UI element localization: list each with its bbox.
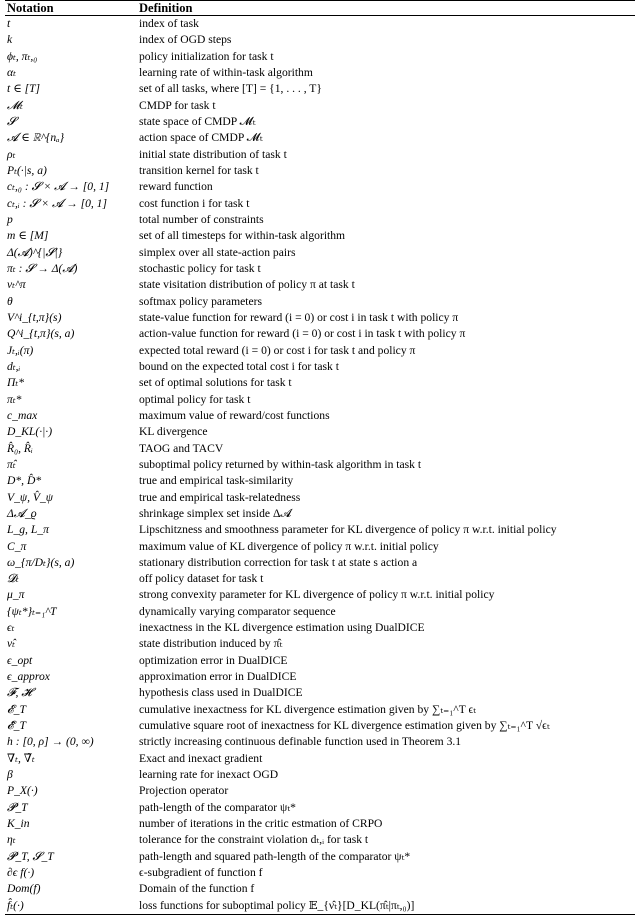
- row-notation: 𝓔_T: [7, 702, 26, 716]
- table-row: [5, 375, 635, 391]
- row-notation: h : [0, ρ] → (0, ∞): [7, 735, 94, 749]
- row-notation: πₜ*: [7, 392, 22, 406]
- row-definition: maximum value of KL divergence of policy π w.r.t. initial policy: [139, 539, 439, 553]
- notation-table: [5, 0, 635, 915]
- row-definition: total number of constraints: [139, 212, 264, 226]
- row-definition: path-length and squared path-length of the comparator ψₜ*: [139, 849, 411, 863]
- row-definition: transition kernel for task t: [139, 163, 259, 177]
- row-notation: 𝓟_T: [7, 800, 28, 814]
- table-row: [5, 130, 635, 146]
- table-row: [5, 114, 635, 130]
- table-row: [5, 865, 635, 881]
- table-row: [5, 179, 635, 195]
- table-row: [5, 261, 635, 277]
- row-definition: CMDP for task t: [139, 98, 216, 112]
- row-notation: V_ψ, V̂_ψ: [7, 490, 53, 504]
- row-notation: Δ(𝓐)^{|𝓢|}: [7, 245, 63, 259]
- row-notation: 𝓟_T, 𝓢_T: [7, 849, 54, 863]
- row-notation: 𝓐 ∈ ℝ^{nₐ}: [7, 131, 65, 145]
- row-definition: Domain of the function f: [139, 882, 255, 896]
- table-row: [5, 326, 635, 342]
- row-notation: β: [7, 768, 13, 782]
- row-definition: state distribution induced by π̂ₜ: [139, 637, 283, 651]
- row-notation: dₜ,ᵢ: [7, 359, 21, 373]
- row-definition: dynamically varying comparator sequence: [139, 604, 336, 618]
- row-definition: stationary distribution correction for task t at state s action a: [139, 555, 418, 569]
- table-row: [5, 783, 635, 799]
- row-notation: 𝓜ₜ: [7, 98, 23, 112]
- row-definition: path-length of the comparator ψₜ*: [139, 800, 296, 814]
- table-row: [5, 816, 635, 832]
- row-definition: approximation error in DualDICE: [139, 670, 297, 684]
- table-row: [5, 294, 635, 310]
- row-definition: loss functions for suboptimal policy 𝔼_{ν̂ₜ}[D_KL(π̂ₜ|πₜ,₀)]: [139, 898, 415, 912]
- row-notation: νₜ^π: [7, 278, 26, 292]
- row-definition: learning rate of within-task algorithm: [139, 65, 313, 79]
- row-notation: αₜ: [7, 65, 16, 79]
- row-definition: initial state distribution of task t: [139, 147, 287, 161]
- table-row: [5, 555, 635, 571]
- table-row: [5, 849, 635, 865]
- table-row: [5, 669, 635, 685]
- row-notation: V^i_{t,π}(s): [7, 310, 62, 324]
- row-definition: index of OGD steps: [139, 33, 232, 47]
- table-row: [5, 49, 635, 65]
- table-row: [5, 751, 635, 767]
- row-definition: softmax policy parameters: [139, 294, 262, 308]
- row-definition: action-value function for reward (i = 0) or cost i in task t with policy π: [139, 327, 466, 341]
- table-row: [5, 343, 635, 359]
- row-definition: Projection operator: [139, 784, 229, 798]
- row-notation: cₜ,ᵢ : 𝓢 × 𝓐 → [0, 1]: [7, 196, 107, 210]
- row-definition: cumulative square root of inexactness for KL divergence estimation given by ∑ₜ₌₁^T √ϵₜ: [139, 719, 550, 733]
- row-definition: cost function i for task t: [139, 196, 250, 210]
- table-row: [5, 196, 635, 212]
- row-definition: number of iterations in the critic estmation of CRPO: [139, 817, 383, 831]
- row-notation: Πₜ*: [7, 376, 25, 390]
- row-definition: strong convexity parameter for KL divergence of policy π w.r.t. initial policy: [139, 588, 495, 602]
- table-row: [5, 245, 635, 261]
- row-notation: Δ𝓐_ϱ: [7, 506, 37, 520]
- row-notation: R̂₀, R̂ᵢ: [7, 441, 33, 455]
- header-definition: Definition: [139, 1, 193, 15]
- row-definition: Lipschitzness and smoothness parameter for KL divergence of policy π w.r.t. initial policy: [139, 523, 557, 537]
- table-row: [5, 408, 635, 424]
- table-row: [5, 441, 635, 457]
- row-notation: ω_{π/Dₜ}(s, a): [7, 555, 75, 569]
- table-row: [5, 490, 635, 506]
- table-row: [5, 522, 635, 538]
- table-row: [5, 65, 635, 81]
- table-row: [5, 147, 635, 163]
- table-row: [5, 506, 635, 522]
- row-definition: learning rate for inexact OGD: [139, 768, 279, 782]
- row-definition: expected total reward (i = 0) or cost i for task t and policy π: [139, 343, 416, 357]
- row-notation: C_π: [7, 539, 27, 553]
- table-header: [5, 1, 635, 15]
- row-notation: ηₜ: [7, 833, 16, 847]
- row-notation: {ψₜ*}ₜ₌₁^T: [7, 604, 57, 618]
- row-notation: k: [7, 33, 13, 47]
- row-notation: 𝓢: [7, 114, 16, 128]
- table-row: [5, 16, 635, 32]
- row-definition: action space of CMDP 𝓜ₜ: [139, 131, 263, 145]
- table-row: [5, 718, 635, 734]
- table-row: [5, 898, 635, 914]
- row-definition: inexactness in the KL divergence estimation using DualDICE: [139, 621, 425, 635]
- table-row: [5, 702, 635, 718]
- row-definition: index of task: [139, 17, 199, 30]
- table-row: [5, 587, 635, 603]
- table-body: [5, 16, 635, 914]
- table-row: [5, 212, 635, 228]
- row-definition: tolerance for the constraint violation dₜ,ᵢ for task t: [139, 833, 369, 847]
- row-notation: K_in: [7, 817, 30, 831]
- row-notation: ν̂ₜ: [7, 637, 16, 651]
- row-notation: ϵ_opt: [7, 653, 33, 667]
- table-row: [5, 832, 635, 848]
- row-notation: ϵ_approx: [7, 670, 50, 684]
- row-notation: 𝓔̄_T: [7, 719, 26, 733]
- row-definition: true and empirical task-relatedness: [139, 490, 301, 504]
- row-definition: state-value function for reward (i = 0) or cost i in task t with policy π: [139, 310, 459, 324]
- row-notation: ϵₜ: [7, 621, 15, 635]
- row-notation: Q^i_{t,π}(s, a): [7, 327, 75, 341]
- table-row: [5, 473, 635, 489]
- row-definition: true and empirical task-similarity: [139, 474, 294, 488]
- table-row: [5, 734, 635, 750]
- table-row: [5, 32, 635, 48]
- row-notation: ∇ₜ, ∇̃ₜ: [7, 751, 35, 765]
- row-definition: set of all timesteps for within-task algorithm: [139, 229, 346, 243]
- table-row: [5, 457, 635, 473]
- row-notation: L_g, L_π: [7, 523, 49, 537]
- table-row: [5, 571, 635, 587]
- row-definition: set of all tasks, where [T] = {1, . . . , T}: [139, 82, 322, 96]
- row-definition: policy initialization for task t: [139, 49, 274, 63]
- row-definition: hypothesis class used in DualDICE: [139, 686, 303, 700]
- row-definition: Exact and inexact gradient: [139, 751, 263, 765]
- row-notation: f̂ₜ(·): [7, 898, 24, 912]
- header-notation: Notation: [7, 1, 54, 15]
- table-row: [5, 881, 635, 897]
- row-definition: TAOG and TACV: [139, 441, 224, 455]
- row-notation: ϕₜ, πₜ,₀: [7, 49, 38, 63]
- row-notation: Pₜ(·|s, a): [7, 163, 47, 177]
- table-row: [5, 620, 635, 636]
- row-notation: Dom(f): [7, 882, 41, 896]
- row-notation: p: [7, 212, 13, 226]
- row-definition: state space of CMDP 𝓜ₜ: [139, 114, 256, 128]
- row-notation: πₜ : 𝓢 → Δ(𝓐): [7, 261, 78, 275]
- row-notation: ρₜ: [7, 147, 16, 161]
- row-definition: cumulative inexactness for KL divergence estimation given by ∑ₜ₌₁^T ϵₜ: [139, 702, 477, 716]
- row-notation: θ: [7, 294, 13, 308]
- row-notation: D*, D̂*: [7, 474, 42, 488]
- row-notation: m ∈ [M]: [7, 229, 49, 243]
- row-definition: suboptimal policy returned by within-task algorithm in task t: [139, 457, 422, 471]
- table-row: [5, 228, 635, 244]
- table-row: [5, 767, 635, 783]
- row-notation: t ∈ [T]: [7, 82, 41, 96]
- row-notation: 𝓕, 𝓗: [7, 686, 32, 700]
- table-row: [5, 424, 635, 440]
- row-definition: shrinkage simplex set inside Δ𝓐: [139, 506, 292, 520]
- row-notation: ∂ϵ f(·): [7, 866, 35, 880]
- table-row: [5, 277, 635, 293]
- row-definition: maximum value of reward/cost functions: [139, 408, 330, 422]
- table-row: [5, 310, 635, 326]
- table-row: [5, 392, 635, 408]
- row-notation: cₜ,₀ : 𝓢 × 𝓐 → [0, 1]: [7, 180, 110, 194]
- row-definition: optimal policy for task t: [139, 392, 251, 406]
- row-notation: t: [7, 17, 11, 30]
- table-row: [5, 800, 635, 816]
- row-notation: c_max: [7, 408, 38, 422]
- table-row: [5, 359, 635, 375]
- row-notation: P_X(·): [7, 784, 38, 798]
- row-notation: Jₜ,ᵢ(π): [7, 343, 34, 357]
- row-definition: strictly increasing continuous definable function used in Theorem 3.1: [139, 735, 462, 749]
- row-notation: π̂ₜ: [7, 457, 16, 471]
- table-row: [5, 81, 635, 97]
- row-definition: ϵ-subgradient of function f: [139, 866, 263, 880]
- row-notation: 𝓓ₜ: [7, 572, 19, 586]
- table-row: [5, 98, 635, 114]
- table-row: [5, 636, 635, 652]
- table-row: [5, 163, 635, 179]
- table-row: [5, 604, 635, 620]
- row-definition: state visitation distribution of policy π at task t: [139, 278, 355, 292]
- row-definition: reward function: [139, 180, 213, 194]
- row-definition: optimization error in DualDICE: [139, 653, 288, 667]
- row-notation: D_KL(·|·): [7, 425, 53, 439]
- table-row: [5, 685, 635, 701]
- row-definition: bound on the expected total cost i for task t: [139, 359, 339, 373]
- row-definition: stochastic policy for task t: [139, 261, 261, 275]
- row-definition: off policy dataset for task t: [139, 572, 264, 586]
- table-row: [5, 653, 635, 669]
- row-notation: μ_π: [7, 588, 25, 602]
- row-definition: KL divergence: [139, 425, 208, 439]
- table-row: [5, 539, 635, 555]
- row-definition: simplex over all state-action pairs: [139, 245, 296, 259]
- row-definition: set of optimal solutions for task t: [139, 376, 292, 390]
